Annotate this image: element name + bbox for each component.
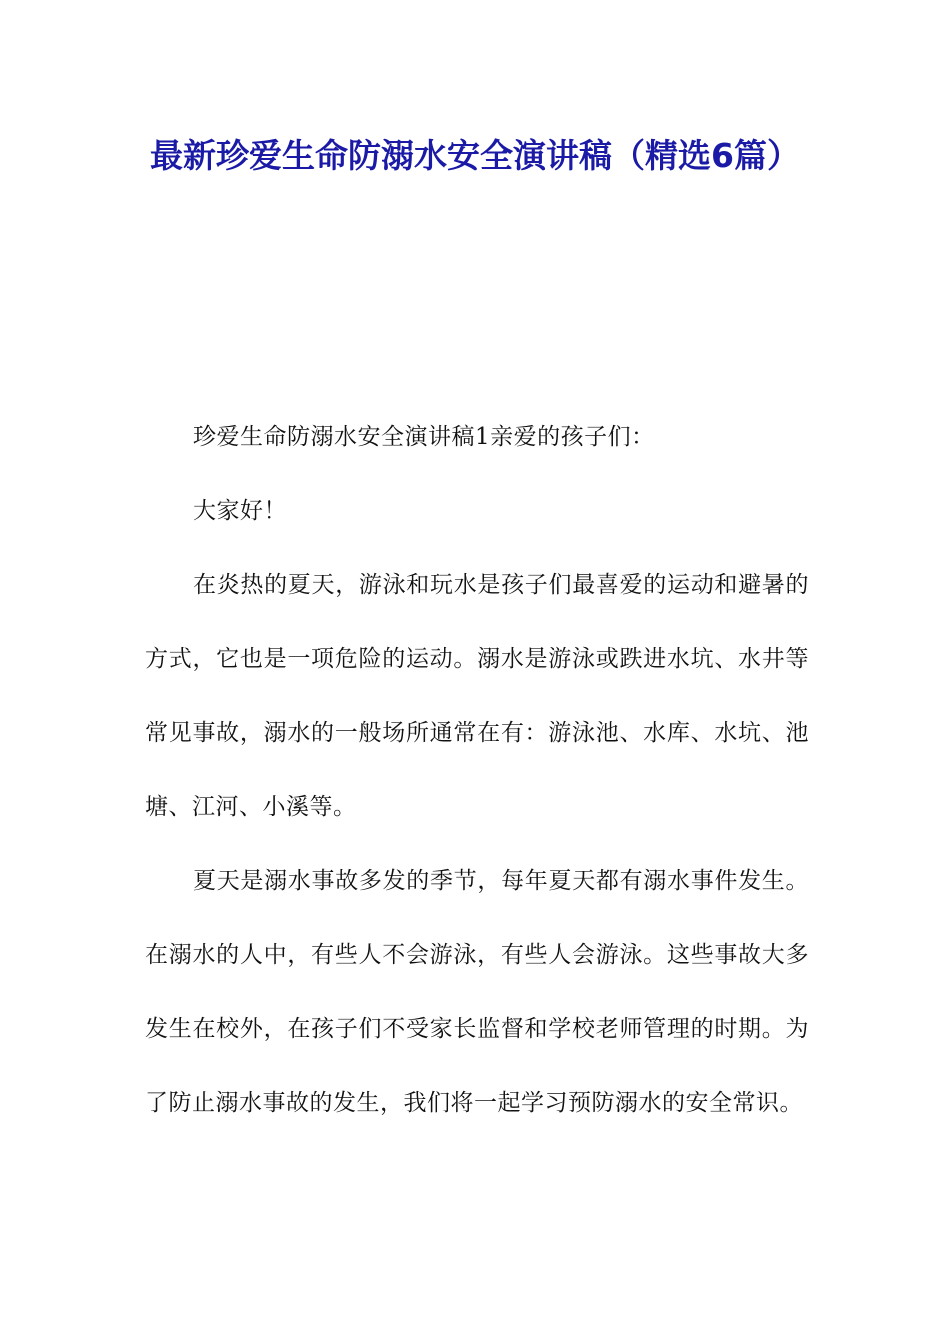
- paragraph-greeting: 珍爱生命防溺水安全演讲稿1亲爱的孩子们：: [193, 424, 655, 450]
- paragraph-drowning-season: 夏天是溺水事故多发的季节，每年夏天都有溺水事件发生。在溺水的人中，有些人不会游泳，有些人会游泳。这些事故大多发生在校外，在孩子们不受家长监督和学校老师管理的时期。为了防止溺水事故的发生，我们将一起学习预防溺水的安全常识。: [145, 868, 809, 1116]
- paragraph-summer-swimming: 在炎热的夏天，游泳和玩水是孩子们最喜爱的运动和避暑的方式，它也是一项危险的运动。溺水是游泳或跌进水坑、水井等常见事故，溺水的一般场所通常在有：游泳池、水库、水坑、池塘、江河、小溪等。: [145, 572, 809, 820]
- document-title: 最新珍爱生命防溺水安全演讲稿（精选6篇）: [150, 136, 800, 175]
- paragraph-hello: 大家好！: [193, 498, 287, 524]
